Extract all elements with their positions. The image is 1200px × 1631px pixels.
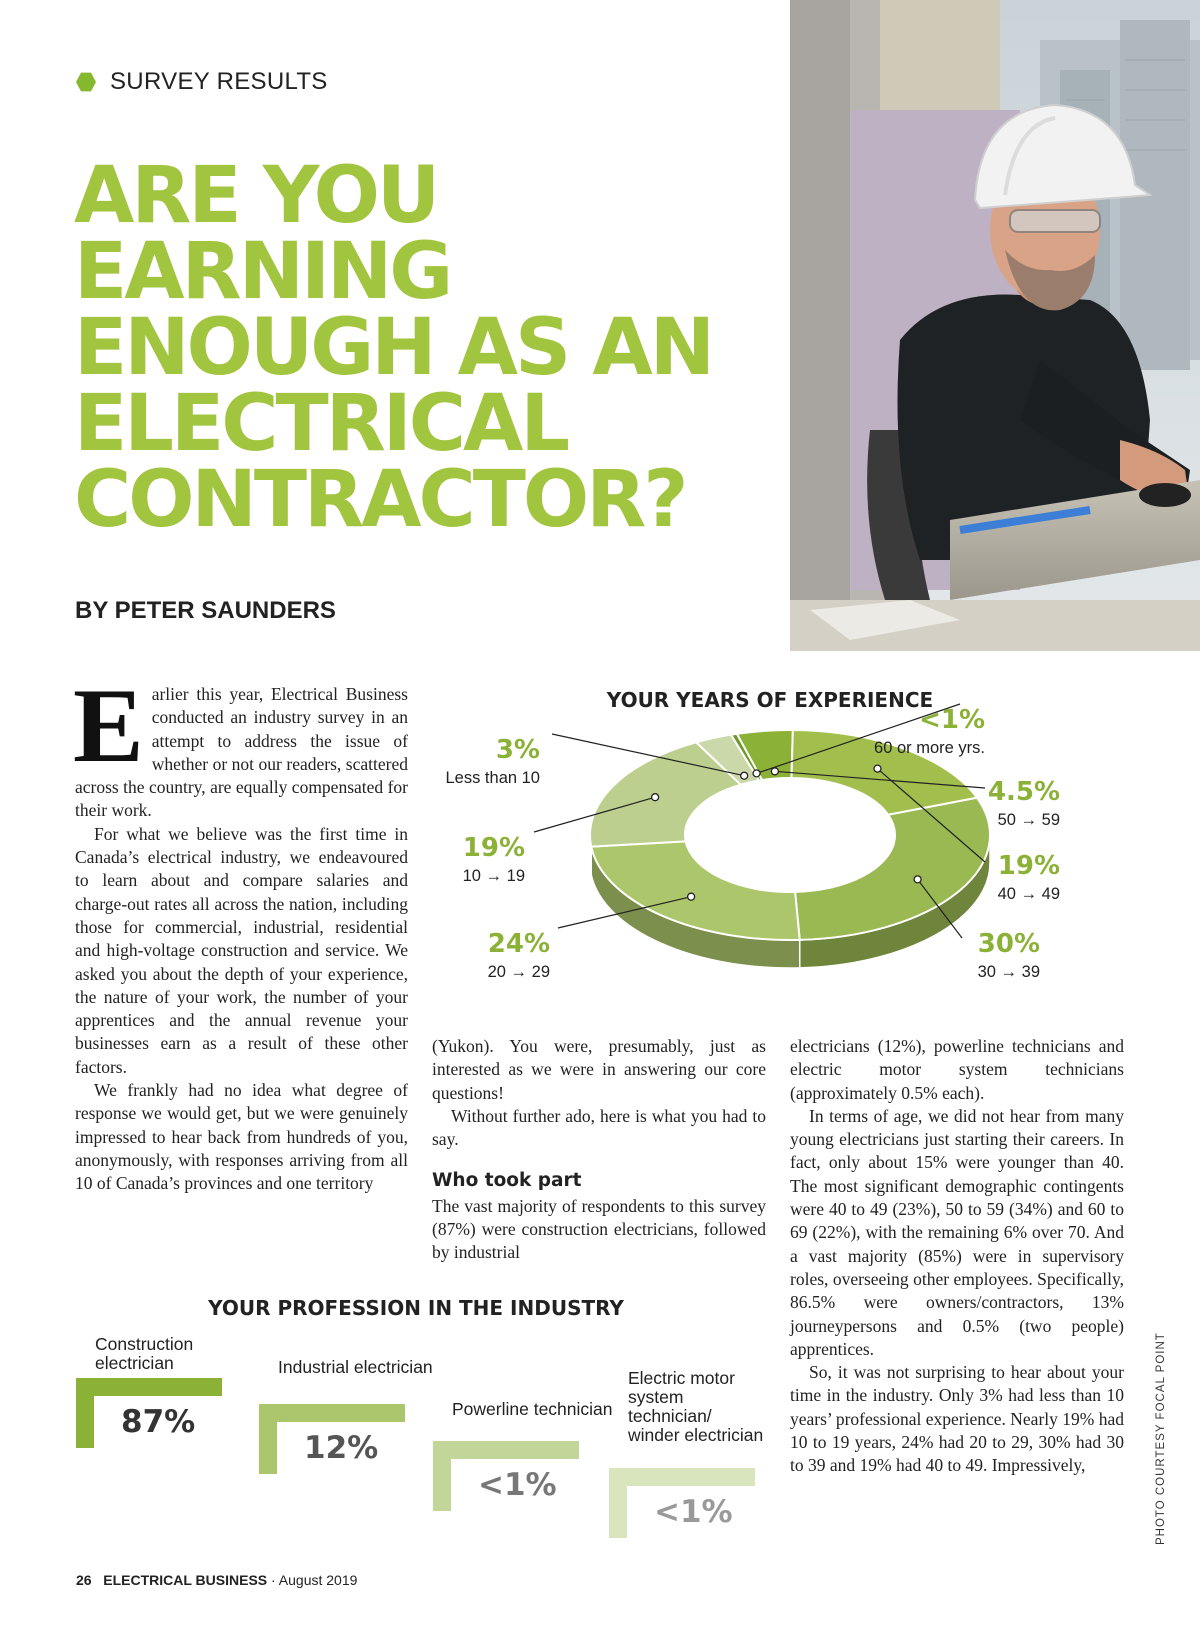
slice-percent-label: 30% — [977, 929, 1040, 959]
slice-range-label: 20 → 29 — [487, 963, 550, 981]
profession-label: Powerline technician — [452, 1399, 613, 1419]
leader-dot — [741, 772, 748, 779]
drop-cap: E — [73, 667, 144, 784]
experience-donut-chart — [440, 690, 1100, 1020]
magazine-name: ELECTRICAL BUSINESS — [103, 1572, 268, 1588]
article-column-2 — [432, 1035, 766, 1265]
headline-line: ELECTRICAL — [74, 379, 568, 469]
page-number: 26 — [76, 1572, 92, 1588]
slice-range-label: 30 → 39 — [977, 963, 1040, 981]
profession-value: <1% — [478, 1467, 557, 1503]
slice-percent-label: <1% — [919, 705, 985, 735]
profession-value: 12% — [304, 1430, 379, 1466]
paragraph: We frankly had no idea what degree of response we would get, but we were genuinely impressed to hear back from hundreds of you, anonymously, with responses arriving from all 10 of Canada’s provinces and one territory — [75, 1080, 408, 1194]
page-footer — [76, 1572, 357, 1588]
article-column-3 — [790, 1035, 1124, 1478]
leader-dot — [874, 765, 881, 772]
profession-label: Electric motor system technician/ winder electrician — [628, 1368, 764, 1445]
profession-label: Industrial electrician — [278, 1357, 433, 1377]
chart-title-profession: YOUR PROFESSION IN THE INDUSTRY — [208, 1296, 624, 1320]
slice-percent-label: 19% — [997, 851, 1060, 881]
slice-range-label: Less than 10 — [445, 769, 540, 787]
hexagon-icon — [76, 72, 96, 92]
article-column-1 — [73, 667, 408, 1196]
headline-line: CONTRACTOR? — [74, 455, 686, 545]
leader-dot — [753, 770, 760, 777]
paragraph: arlier this year, Electrical Business conducted an industry survey in an attempt to address the issue of whether or not our readers, scattered across the country, are equally compensated for their work. — [75, 684, 408, 821]
section-label: SURVEY RESULTS — [110, 68, 328, 95]
profession-label: Construction electrician — [95, 1334, 194, 1373]
paragraph: (Yukon). You were, presumably, just as interested as we were in answering our core questions! — [432, 1036, 766, 1103]
subhead: Who took part — [432, 1170, 582, 1192]
chart-title-experience: YOUR YEARS OF EXPERIENCE — [606, 688, 934, 712]
slice-percent-label: 24% — [487, 929, 550, 959]
profession-value: <1% — [654, 1494, 733, 1530]
profession-value: 87% — [121, 1404, 196, 1440]
issue-date: · August 2019 — [271, 1572, 358, 1588]
slice-range-label: 60 or more yrs. — [874, 739, 985, 757]
leader-dot — [771, 768, 778, 775]
slice-percent-label: 19% — [462, 833, 525, 863]
headline-line: ENOUGH AS AN — [74, 303, 713, 393]
headline-line: ARE YOU — [74, 151, 438, 241]
paragraph: For what we believe was the first time in Canada’s electrical industry, we endeavoured to learn about and compare salaries and charge-out rates all across the nation, including those for commercial, industrial, residential and high-voltage construction and service. We asked you about the depth of your experience, the nature of your work, the number of your apprentices and the annual revenue your businesses earn as a result of these other factors. — [75, 823, 408, 1077]
slice-percent-label: 4.5% — [987, 777, 1060, 807]
paragraph: Without further ado, here is what you had to say. — [432, 1105, 766, 1150]
byline: BY PETER SAUNDERS — [75, 597, 336, 624]
slice-range-label: 10 → 19 — [462, 867, 525, 885]
section-tag — [76, 68, 328, 96]
leader-dot — [914, 876, 921, 883]
donut-slice — [591, 841, 799, 940]
photo-credit: PHOTO COURTESY FOCAL POINT — [1155, 1332, 1167, 1545]
paragraph: The vast majority of respondents to this survey (87%) were construction electricians, followed by industrial — [432, 1195, 766, 1263]
paragraph: electricians (12%), powerline technicians and electric motor system technicians (approximately 0.5% each). — [790, 1036, 1124, 1103]
paragraph: In terms of age, we did not hear from many young electricians just starting their careers. In fact, only about 15% were younger than 40. The most significant demographic contingents were 40 to 49 (23%), 50 to 59 (34%) and 60 to 69 (22%), with the remaining 6% over 70. And a vast majority (85%) were in supervisory roles, overseeing other employees. Specifically, 86.5% were owners/contractors, 13% journeypersons and 0.5% (two people) apprentices. — [790, 1105, 1124, 1359]
slice-percent-label: 3% — [495, 735, 540, 765]
leader-dot — [688, 893, 695, 900]
leader-dot — [652, 794, 659, 801]
slice-range-label: 50 → 59 — [997, 811, 1060, 829]
worker-photo — [790, 0, 1200, 651]
headline-line: EARNING — [74, 227, 451, 317]
paragraph: So, it was not surprising to hear about your time in the industry. Only 3% had less than 10 years’ professional experience. Nearly 19% had 10 to 19 years, 24% had 20 to 29, 30% had 30 to 39 and 19% had 40 to 49. Impressively, — [790, 1362, 1124, 1476]
slice-range-label: 40 → 49 — [997, 885, 1060, 903]
headline — [74, 151, 774, 545]
